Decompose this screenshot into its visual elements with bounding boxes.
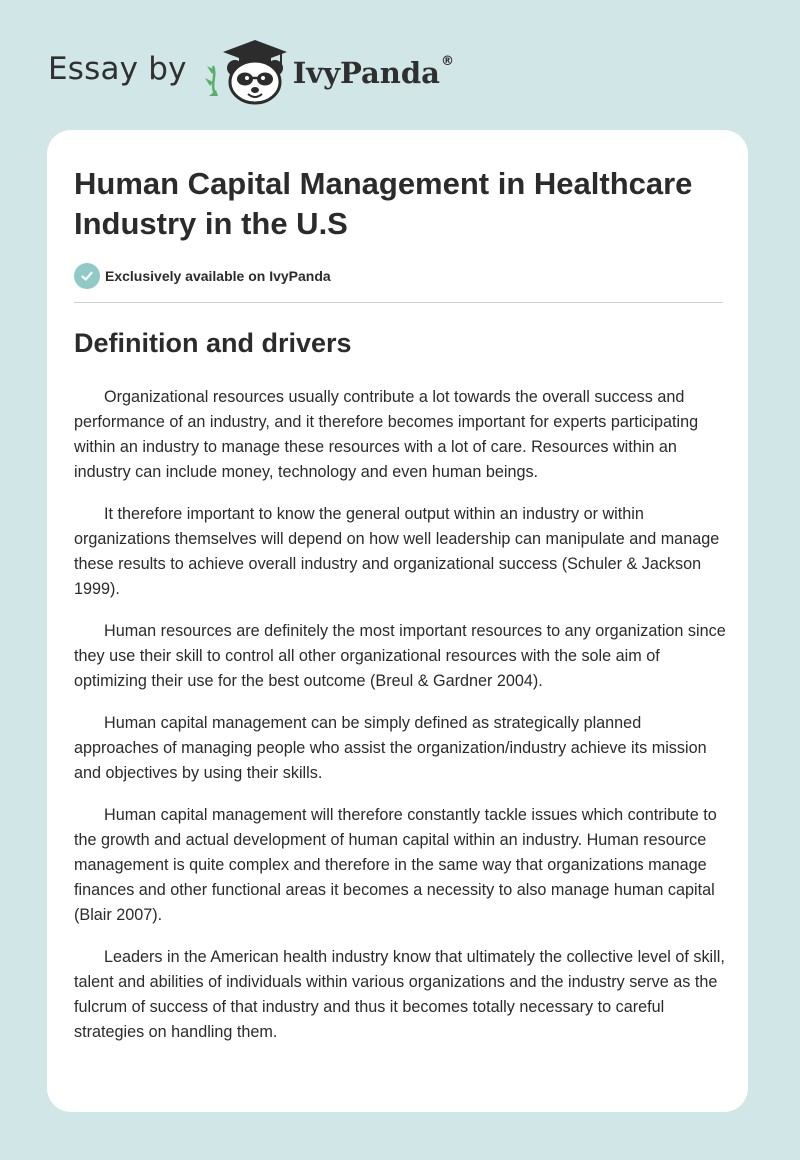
exclusive-badge xyxy=(74,263,331,289)
exclusive-label: Exclusively available on IvyPanda xyxy=(105,268,331,284)
paragraph: Organizational resources usually contribute a lot towards the overall success and performance of an industry, and it therefore becomes important for experts participating within an industry to manage these resources with a lot of care. Resources within an industry can include money, technology and even human beings. xyxy=(74,388,699,481)
divider xyxy=(74,302,723,303)
section-heading: Definition and drivers xyxy=(74,328,352,358)
paragraph: Human resources are definitely the most important resources to any organization since they use their skill to control all other organizational resources with the sole aim of optimizing their use for the best outcome (Breul & Gardner 2004). xyxy=(74,622,726,690)
essay-title: Human Capital Management in Healthcare Industry in the U.S xyxy=(74,166,693,241)
essay-body xyxy=(74,385,726,1062)
essay-card xyxy=(47,130,748,1112)
paragraph: Human capital management can be simply defined as strategically planned approaches of managing people who assist the organization/industry achieve its mission and objectives by using their skills. xyxy=(74,714,707,782)
registered-mark: ® xyxy=(440,54,454,69)
brand-logo[interactable] xyxy=(48,36,454,106)
panda-mascot-icon xyxy=(201,36,289,106)
brand-name-text: IvyPanda xyxy=(292,56,440,90)
brand-name xyxy=(293,56,454,90)
check-icon xyxy=(74,263,100,289)
paragraph: It therefore important to know the general output within an industry or within organizations themselves will depend on how well leadership can manipulate and manage these results to achieve overall industry and organizational success (Schuler & Jackson 1999). xyxy=(74,505,720,598)
paragraph: Human capital management will therefore constantly tackle issues which contribute to the growth and actual development of human capital within an industry. Human resource management is quite complex and therefore in the same way that organizations manage finances and other functional areas it becomes a necessity to also manage human capital (Blair 2007). xyxy=(74,806,717,924)
paragraph: Leaders in the American health industry know that ultimately the collective level of skill, talent and abilities of individuals within various organizations and the industry serve as the fulcrum of success of that industry and thus it becomes totally necessary to careful strategies on handling them. xyxy=(74,948,725,1041)
essay-by-label: Essay by xyxy=(48,51,187,87)
